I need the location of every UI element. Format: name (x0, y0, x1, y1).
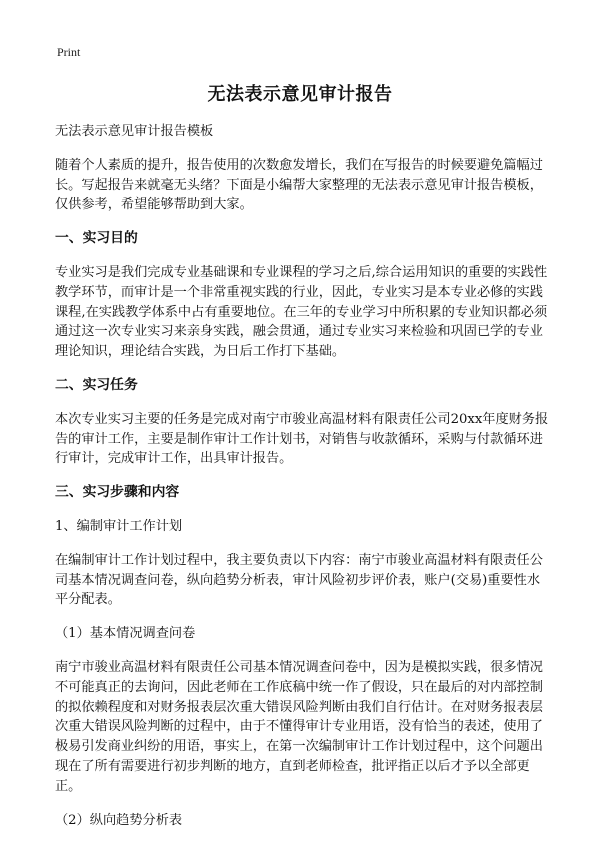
section-heading-tasks: 二、实习任务 (55, 376, 138, 393)
document-body (55, 122, 550, 844)
step1-heading: 1、编制审计工作计划 (55, 518, 183, 534)
section-body-tasks: 本次专业实习主要的任务是完成对南宁市骏业高温材料有限责任公司20xx年度财务报告的审计工作，主要是制作审计工作计划书，对销售与收款循环，采购与付款循环进行审计，完成审计工作，出具审计报告。 (55, 411, 549, 467)
sub2-heading: （2）纵向趋势分析表 (55, 812, 183, 828)
page-title: 无法表示意见审计报告 (207, 84, 393, 105)
sub1-body: 南宁市骏业高温材料有限责任公司基本情况调查问卷中，因为是模拟实践，很多情况不可能真正的去询问，因此老师在工作底稿中统一作了假设，只在最后的对内部控制的拟依赖程度和对财务报表层次重大错误风险判断由我们自行估计。在对财务报表层次重大错误风险判断的过程中，由于不懂得审计专业用语，没有恰当的表述，使用了极易引发商业纠纷的用语，事实上，在第一次编制审计工作计划过程中，这个问题出现在了所有需要进行初步判断的地方，直到老师检查，批评指正以后才予以全部更正。 (55, 659, 543, 794)
section-body-purpose: 专业实习是我们完成专业基础课和专业课程的学习之后,综合运用知识的重要的实践性教学环节，而审计是一个非常重视实践的行业，因此，专业实习是本专业必修的实践课程,在实践教学体系中占有重要地位。在三年的专业学习中所积累的专业知识都必须通过这一次专业实习来亲身实践，融会贯通，通过专业实习来检验和巩固已学的专业理论知识，理论结合实践，为日后工作打下基础。 (55, 264, 548, 360)
intro-paragraph: 随着个人素质的提升，报告使用的次数愈发增长，我们在写报告的时候要避免篇幅过长。写起报告来就毫无头绪？下面是小编帮大家整理的无法表示意见审计报告模板，仅供参考，希望能够帮助到大家。 (55, 157, 543, 213)
sub1-heading: （1）基本情况调查问卷 (55, 626, 196, 642)
section-heading-purpose: 一、实习目的 (55, 230, 138, 247)
print-link[interactable]: Print (57, 45, 81, 59)
section-heading-steps: 三、实习步骤和内容 (55, 484, 180, 501)
document-subtitle: 无法表示意见审计报告模板 (55, 124, 214, 139)
step1-body: 在编制审计工作计划过程中，我主要负责以下内容：南宁市骏业高温材料有限责任公司基本情况调查问卷，纵向趋势分析表，审计风险初步评价表，账户(交易)重要性水平分配表。 (55, 552, 543, 608)
